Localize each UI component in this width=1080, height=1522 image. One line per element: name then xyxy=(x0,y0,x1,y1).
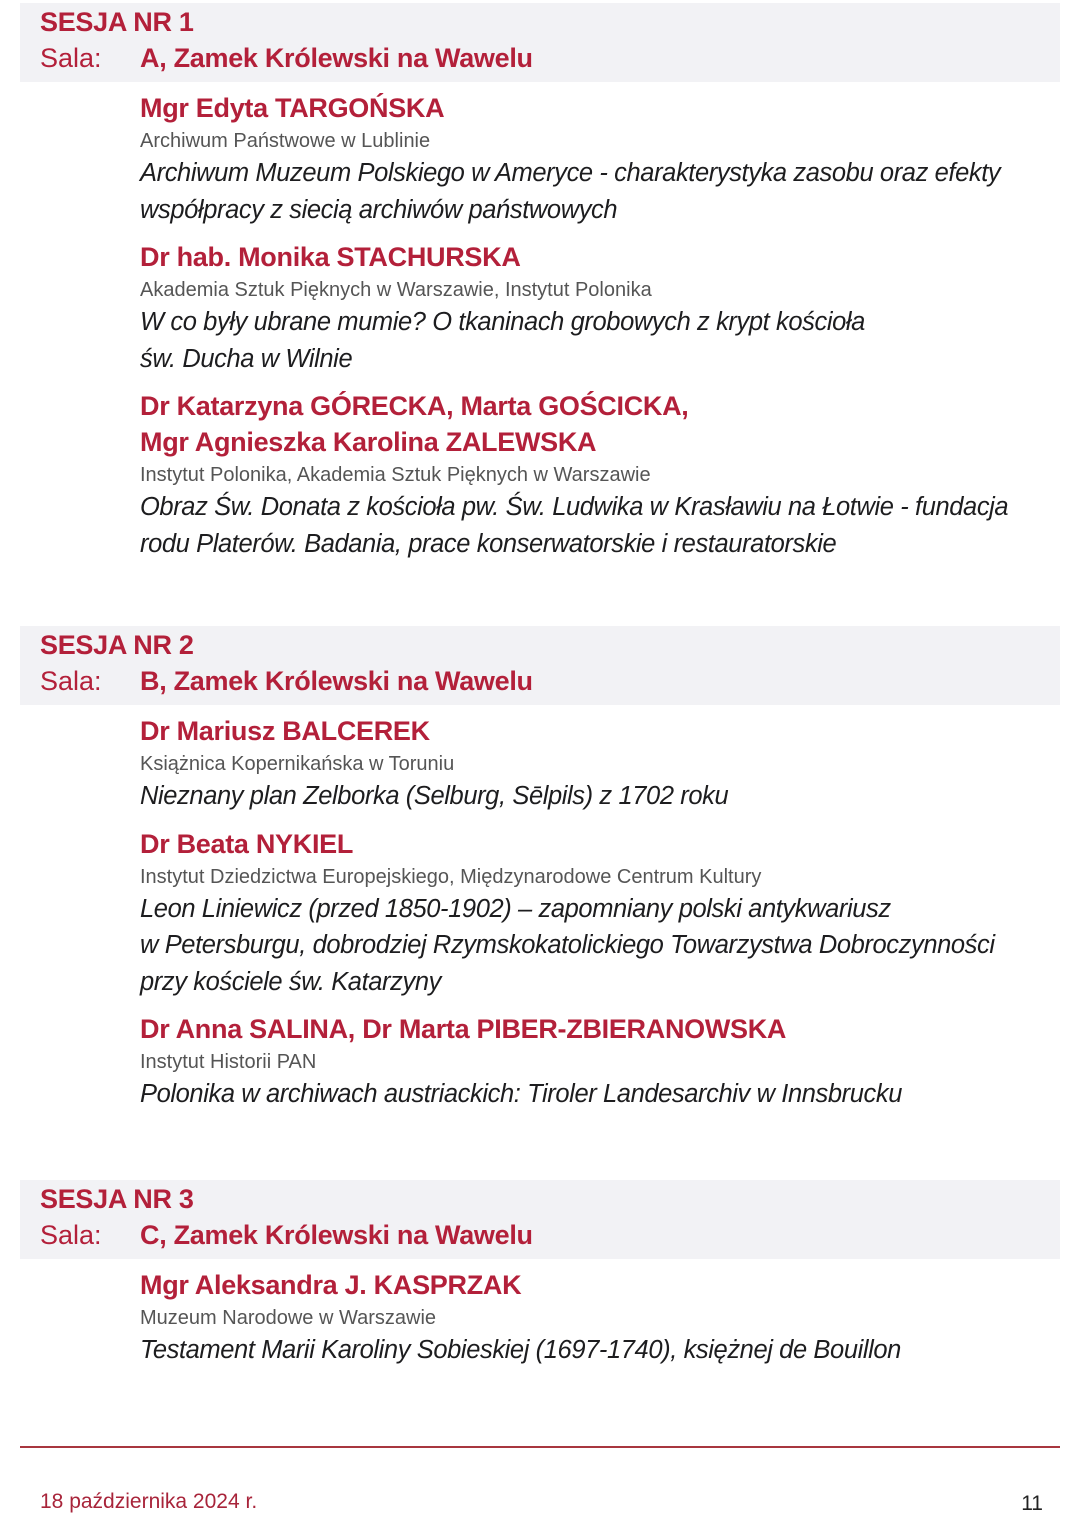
talk-title-line: Polonika w archiwach austriackich: Tiroler Landesarchiv w Innsbrucku xyxy=(140,1080,903,1108)
talk-title-line: Leon Liniewicz (przed 1850-1902) – zapomniany polski antykwariusz xyxy=(140,894,891,923)
speaker-affiliation: Instytut Polonika, Akademia Sztuk Pięknych w Warszawie xyxy=(140,464,651,486)
talk-title-line: w Petersburgu, dobrodziej Rzymskokatolickiego Towarzystwa Dobroczynności xyxy=(140,931,995,959)
talk-list xyxy=(140,705,1080,1113)
speaker-affiliation: Instytut Dziedzictwa Europejskiego, Międzynarodowe Centrum Kultury xyxy=(140,865,762,888)
speaker-affiliation: Książnica Kopernikańska w Toruniu xyxy=(140,753,455,775)
talk-title xyxy=(140,891,1060,1001)
speaker-affiliation: Archiwum Państwowe w Lublinie xyxy=(140,130,431,152)
speaker-name: Dr Mariusz BALCEREK xyxy=(140,716,430,746)
page-number: 11 xyxy=(1021,1492,1043,1515)
room-label: Sala: xyxy=(40,666,102,696)
speaker-affiliation: Muzeum Narodowe w Warszawie xyxy=(140,1307,437,1329)
speaker-name: Mgr Aleksandra J. KASPRZAK xyxy=(140,1270,522,1300)
talk-title-line: Testament Marii Karoliny Sobieskiej (1697-1740), księżnej de Bouillon xyxy=(140,1336,901,1364)
talk-item xyxy=(140,713,1080,815)
talk-title xyxy=(140,1076,1040,1113)
session-title: SESJA NR 3 xyxy=(40,1184,194,1214)
talk-title xyxy=(140,304,1040,377)
room-value: A, Zamek Królewski na Wawelu xyxy=(140,43,533,73)
talk-item xyxy=(140,90,1080,228)
session-header xyxy=(20,1180,1060,1259)
talk-item xyxy=(140,1267,1080,1369)
talk-title-line: rodu Platerów. Badania, prace konserwatorskie i restauratorskie xyxy=(140,529,837,558)
room-value: B, Zamek Królewski na Wawelu xyxy=(140,666,533,696)
session-2 xyxy=(0,626,1080,1124)
talk-title-line: W co były ubrane mumie? O tkaninach grobowych z krypt kościoła xyxy=(140,308,865,336)
talk-title-line: przy kościele św. Katarzyny xyxy=(140,967,441,996)
talk-item xyxy=(140,1011,1080,1113)
talk-title-line: Obraz Św. Donata z kościoła pw. Św. Ludwika w Krasławiu na Łotwie - fundacja xyxy=(140,493,1009,521)
room-value: C, Zamek Królewski na Wawelu xyxy=(140,1220,533,1250)
talk-item xyxy=(140,826,1080,1001)
session-1 xyxy=(0,3,1080,573)
speaker-affiliation: Instytut Historii PAN xyxy=(140,1051,317,1073)
speaker-name: Dr Anna SALINA, Dr Marta PIBER-ZBIERANOWSKA xyxy=(140,1014,787,1044)
speaker-name: Dr Beata NYKIEL xyxy=(140,828,354,859)
speaker-name-line: Dr Katarzyna GÓRECKA, Marta GOŚCICKA, xyxy=(140,391,689,421)
session-title: SESJA NR 1 xyxy=(40,7,194,37)
footer-divider xyxy=(20,1446,1060,1448)
talk-title xyxy=(140,778,1040,815)
session-title: SESJA NR 2 xyxy=(40,630,194,660)
room-label: Sala: xyxy=(40,1220,102,1250)
session-3 xyxy=(0,1180,1080,1380)
talk-title-line: Nieznany plan Zelborka (Selburg, Sēlpils) z 1702 roku xyxy=(140,782,729,810)
speaker-name: Mgr Edyta TARGOŃSKA xyxy=(140,93,445,123)
talk-title xyxy=(140,155,1040,228)
talk-list xyxy=(140,82,1080,562)
talk-item xyxy=(140,388,1080,562)
talk-list xyxy=(140,1259,1080,1369)
speaker-name xyxy=(140,388,1080,460)
session-header xyxy=(20,626,1060,705)
footer-date: 18 października 2024 r. xyxy=(40,1490,258,1513)
room-label: Sala: xyxy=(40,43,102,73)
talk-title-line: Archiwum Muzeum Polskiego w Ameryce - charakterystyka zasobu oraz efekty xyxy=(140,159,1001,187)
talk-title-line: św. Ducha w Wilnie xyxy=(140,344,353,373)
speaker-name-line: Mgr Agnieszka Karolina ZALEWSKA xyxy=(140,427,597,457)
speaker-name: Dr hab. Monika STACHURSKA xyxy=(140,242,521,272)
talk-item xyxy=(140,239,1080,377)
session-header xyxy=(20,3,1060,82)
talk-title-line: współpracy z siecią archiwów państwowych xyxy=(140,195,618,224)
talk-title xyxy=(140,489,1060,562)
talk-title xyxy=(140,1332,1040,1369)
speaker-affiliation: Akademia Sztuk Pięknych w Warszawie, Instytut Polonika xyxy=(140,279,652,301)
